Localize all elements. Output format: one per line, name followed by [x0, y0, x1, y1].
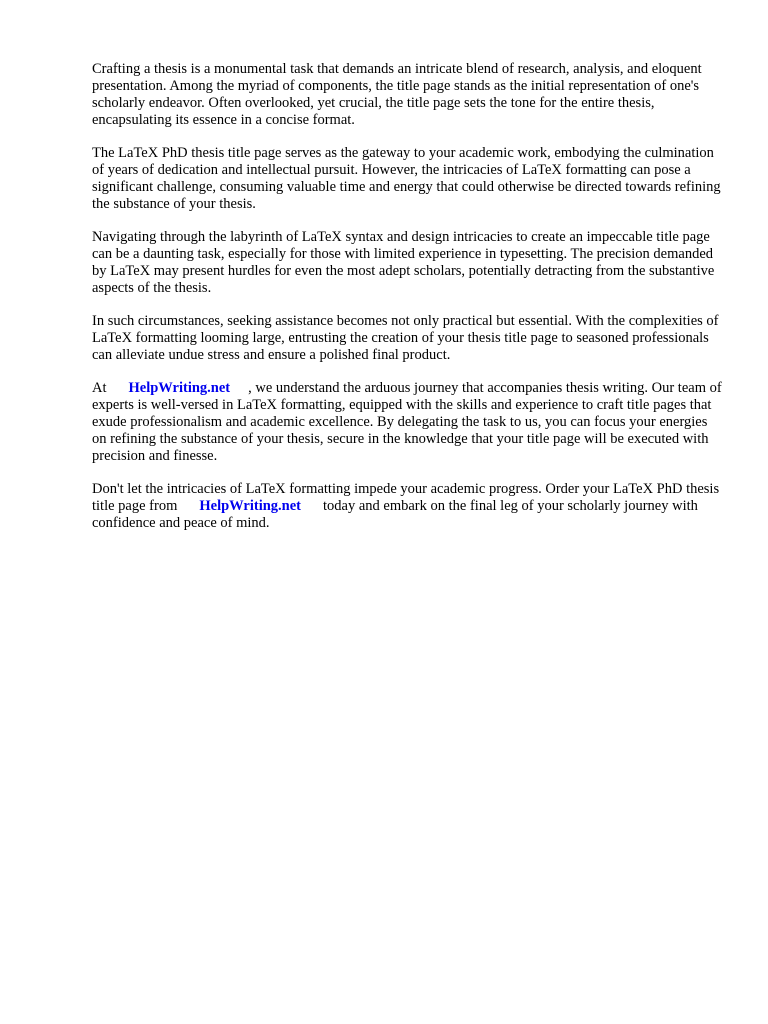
document-body — [92, 61, 724, 532]
paragraph-5-body-text: , we understand the arduous journey that accompanies thesis writing. Our team of experts is well-versed in LaTeX formatting, equipped with the skills and experience to craft title pages that exude professionalism and academic excellence. By delegating the task to us, you can focus your energies on refining the substance of your thesis, secure in the knowledge that your title page will be executed with precision and finesse. — [92, 380, 722, 464]
paragraph-navigating-latex: Navigating through the labyrinth of LaTeX syntax and design intricacies to create an impeccable title page can be a daunting task, especially for those with limited experience in typesetting. The precision demanded by LaTeX may present hurdles for even the most adept scholars, potentially detracting from the substantive aspects of the thesis. — [92, 229, 715, 296]
paragraph-latex-title-page: The LaTeX PhD thesis title page serves as the gateway to your academic work, embodying the culmination of years of dedication and intellectual pursuit. However, the intricacies of LaTeX formatting can pose a significant challenge, consuming valuable time and energy that could otherwise be directed towards refining the substance of your thesis. — [92, 145, 721, 212]
helpwriting-link[interactable]: HelpWriting.net — [128, 380, 231, 396]
paragraph-helpwriting-intro — [92, 380, 724, 465]
paragraph-5-lead-text: At — [92, 380, 107, 396]
paragraph-6-lead-text: Don't let the intricacies of LaTeX formatting impede your academic progress. Order your LaTeX PhD thesis title page from — [92, 481, 720, 514]
paragraph-6-body-text: today and embark on the final leg of your scholarly journey with confidence and peace of mind. — [92, 498, 698, 531]
paragraph-seeking-assistance: In such circumstances, seeking assistance becomes not only practical but essential. With the complexities of LaTeX formatting looming large, entrusting the creation of your thesis title page to seasoned professionals can alleviate undue stress and ensure a polished final product. — [92, 313, 719, 363]
paragraph-call-to-action — [92, 481, 724, 532]
helpwriting-link-order[interactable]: HelpWriting.net — [199, 498, 301, 514]
paragraph-intro: Crafting a thesis is a monumental task that demands an intricate blend of research, analysis, and eloquent presentation. Among the myriad of components, the title page stands as the initial representation of one's scholarly endeavor. Often overlooked, yet crucial, the title page sets the tone for the entire thesis, encapsulating its essence in a concise format. — [92, 61, 702, 128]
